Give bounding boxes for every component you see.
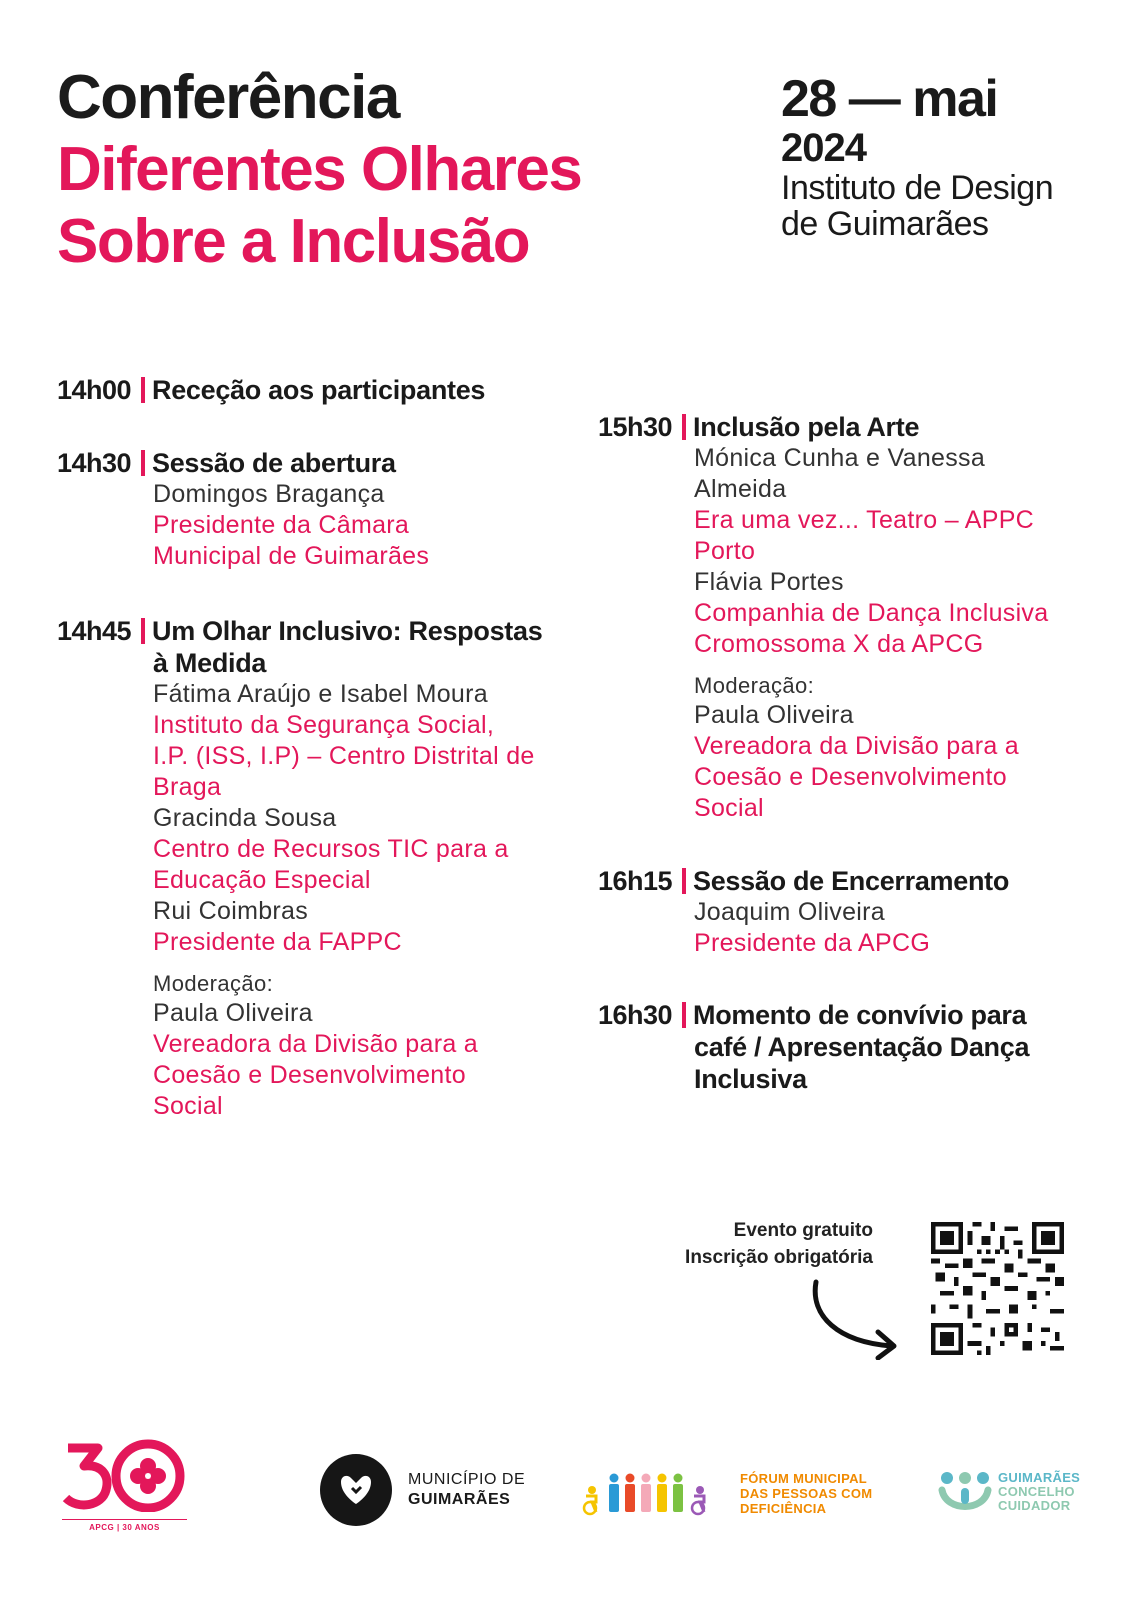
- program-title: Momento de convívio para: [693, 1000, 1027, 1030]
- program-item: [57, 374, 485, 406]
- event-date-venue: [781, 72, 1053, 242]
- moderation-label: Moderação:: [694, 673, 815, 698]
- time-divider: [141, 618, 145, 644]
- gcc-line-3: CUIDADOR: [998, 1498, 1071, 1513]
- apcg-30-logo: [62, 1436, 187, 1532]
- moderator-role: Vereadora da Divisão para a: [153, 1030, 478, 1058]
- program-item: [57, 615, 542, 1122]
- venue-line-2: de Guimarães: [781, 205, 989, 243]
- time-divider: [141, 450, 145, 476]
- speaker-role: Braga: [153, 773, 222, 801]
- people-figures-icon: [580, 1470, 730, 1516]
- program-title: Sessão de abertura: [152, 448, 396, 478]
- forum-line-3: DEFICIÊNCIA: [740, 1500, 827, 1516]
- time-divider: [682, 414, 686, 440]
- program-time: 15h30: [598, 412, 673, 442]
- speaker-role: Centro de Recursos TIC para a: [153, 835, 509, 863]
- program-item: [598, 865, 1009, 959]
- speaker-name: Domingos Bragança: [153, 480, 385, 508]
- free-event-label: Evento gratuito: [733, 1220, 873, 1241]
- municipio-line-1: MUNICÍPIO DE: [408, 1471, 526, 1488]
- speaker-name: Mónica Cunha e Vanessa: [694, 444, 986, 472]
- program-item: [598, 411, 1048, 824]
- event-date: 28 — mai: [781, 70, 998, 128]
- program-title-cont: à Medida: [153, 648, 267, 678]
- title-line-1: Conferência: [57, 63, 399, 132]
- moderator-role: Vereadora da Divisão para a: [694, 732, 1019, 760]
- speaker-role: Era uma vez... Teatro – APPC: [694, 506, 1035, 534]
- title-line-3: Sobre a Inclusão: [57, 207, 530, 276]
- speaker-role: Presidente da Câmara: [153, 511, 410, 539]
- registration-text: [685, 1217, 873, 1271]
- moderator-role: Coesão e Desenvolvimento: [153, 1061, 466, 1089]
- title-line-2: Diferentes Olhares: [57, 135, 582, 204]
- forum-line-1: FÓRUM MUNICIPAL: [740, 1470, 868, 1486]
- moderator-role: Social: [153, 1092, 223, 1120]
- program-title: Receção aos participantes: [152, 375, 486, 405]
- program-time: 16h30: [598, 1000, 673, 1030]
- program-time: 14h00: [57, 375, 132, 405]
- cuidador-people-icon: [938, 1468, 992, 1516]
- program-title-cont: café / Apresentação Dança: [694, 1032, 1030, 1062]
- gcc-line-2: CONCELHO: [998, 1484, 1075, 1499]
- speaker-role: I.P. (ISS, I.P) – Centro Distrital de: [153, 742, 535, 770]
- speaker-name: Joaquim Oliveira: [694, 898, 885, 926]
- registration-required-label: Inscrição obrigatória: [685, 1247, 873, 1268]
- gcc-line-1: GUIMARÃES: [998, 1470, 1081, 1485]
- program-time: 14h45: [57, 616, 132, 646]
- moderator-name: Paula Oliveira: [694, 701, 854, 729]
- speaker-name: Almeida: [694, 475, 787, 503]
- speaker-name: Fátima Araújo e Isabel Moura: [153, 680, 488, 708]
- curved-arrow-icon: [808, 1276, 908, 1360]
- time-divider: [682, 868, 686, 894]
- forum-line-2: DAS PESSOAS COM: [740, 1485, 873, 1501]
- forum-municipal-logo: [580, 1470, 872, 1516]
- moderator-role: Social: [694, 794, 764, 822]
- speaker-role: Instituto da Segurança Social,: [153, 711, 495, 739]
- speaker-role: Presidente da APCG: [694, 929, 931, 957]
- moderator-role: Coesão e Desenvolvimento: [694, 763, 1007, 791]
- speaker-role: Cromossoma X da APCG: [694, 630, 984, 658]
- apcg-30-mark-icon: [62, 1436, 187, 1512]
- moderator-name: Paula Oliveira: [153, 999, 313, 1027]
- speaker-role: Presidente da FAPPC: [153, 928, 402, 956]
- registration-qr-code[interactable]: [931, 1222, 1064, 1355]
- event-year: 2024: [781, 126, 866, 170]
- venue-line-1: Instituto de Design: [781, 169, 1054, 207]
- speaker-role: Companhia de Dança Inclusiva: [694, 599, 1049, 627]
- speaker-name: Rui Coimbras: [153, 897, 309, 925]
- speaker-name: Flávia Portes: [694, 568, 844, 596]
- speaker-role: Municipal de Guimarães: [153, 542, 430, 570]
- municipio-guimaraes-logo: [320, 1454, 525, 1526]
- event-title: [57, 62, 581, 278]
- time-divider: [141, 377, 145, 403]
- guimaraes-shield-icon: [320, 1454, 392, 1526]
- apcg-caption: APCG | 30 ANOS: [62, 1519, 187, 1532]
- concelho-cuidador-logo: [938, 1468, 1080, 1516]
- speaker-role: Porto: [694, 537, 756, 565]
- municipio-line-2: GUIMARÃES: [408, 1491, 511, 1508]
- program-title: Inclusão pela Arte: [693, 412, 920, 442]
- program-title: Sessão de Encerramento: [693, 866, 1010, 896]
- time-divider: [682, 1002, 686, 1028]
- program-item: [598, 999, 1029, 1095]
- program-title-cont: Inclusiva: [694, 1064, 807, 1094]
- program-title: Um Olhar Inclusivo: Respostas: [152, 616, 543, 646]
- program-time: 16h15: [598, 866, 673, 896]
- speaker-role: Educação Especial: [153, 866, 371, 894]
- speaker-name: Gracinda Sousa: [153, 804, 337, 832]
- program-item: [57, 447, 429, 572]
- moderation-label: Moderação:: [153, 971, 274, 996]
- program-time: 14h30: [57, 448, 132, 478]
